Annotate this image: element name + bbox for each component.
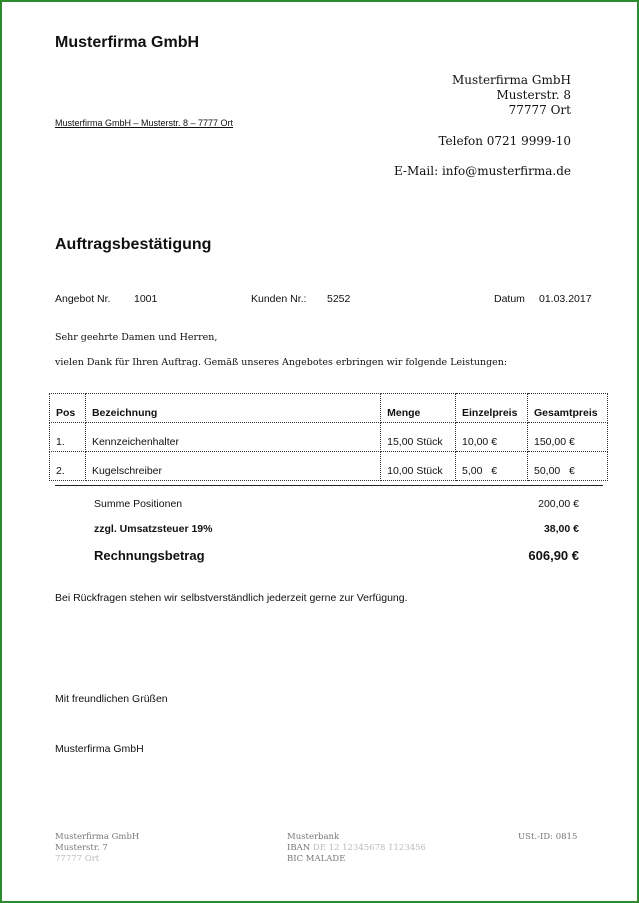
footer-company-name: Musterfirma GmbH	[55, 832, 140, 842]
table-row	[50, 423, 608, 452]
cell-total-price: 150,00 €	[527, 423, 607, 452]
column-header-pos: Pos	[50, 394, 86, 423]
sender-street: Musterstr. 8	[496, 88, 571, 102]
table-header-row	[50, 394, 608, 423]
closing-note: Bei Rückfragen stehen wir selbstverständlich jederzeit gerne zur Verfügung.	[55, 592, 408, 604]
intro-text: vielen Dank für Ihren Auftrag. Gemäß unseres Angebotes erbringen wir folgende Leistungen:	[55, 357, 508, 368]
footer-iban-label: IBAN	[287, 843, 311, 853]
greeting: Sehr geehrte Damen und Herren,	[55, 332, 218, 343]
company-header: Musterfirma GmbH	[55, 34, 200, 51]
column-header-total-price: Gesamtpreis	[527, 394, 607, 423]
date-value: 01.03.2017	[539, 293, 592, 305]
cell-pos: 1.	[50, 423, 86, 452]
subtotal-value: 200,00 €	[538, 498, 579, 510]
sender-city: 77777 Ort	[508, 103, 571, 117]
customer-number-label: Kunden Nr.:	[251, 293, 307, 305]
column-header-description: Bezeichnung	[85, 394, 380, 423]
offer-number-value: 1001	[134, 293, 158, 305]
cell-total-price: 50,00 €	[527, 452, 607, 481]
cell-pos: 2.	[50, 452, 86, 481]
footer-iban	[287, 843, 426, 854]
tax-value: 38,00 €	[543, 523, 579, 535]
tax-row	[94, 523, 579, 535]
column-header-unit-price: Einzelpreis	[456, 394, 528, 423]
total-row	[94, 548, 579, 563]
cell-description: Kennzeichenhalter	[85, 423, 380, 452]
footer-company-street: Musterstr. 7	[55, 843, 108, 853]
totals-divider	[55, 485, 603, 486]
sender-email: E-Mail: info@musterfirma.de	[393, 164, 571, 178]
sender-phone: Telefon 0721 9999-10	[438, 134, 571, 148]
sender-name: Musterfirma GmbH	[451, 73, 571, 87]
cell-quantity: 15,00 Stück	[381, 423, 456, 452]
footer-bank-name: Musterbank	[287, 832, 340, 842]
column-header-quantity: Menge	[381, 394, 456, 423]
total-value: 606,90 €	[528, 548, 579, 563]
footer-company	[55, 832, 139, 865]
footer-bank	[287, 832, 426, 865]
tax-label: zzgl. Umsatzsteuer 19%	[94, 523, 213, 535]
date-label: Datum	[494, 293, 525, 305]
document-title: Auftragsbestätigung	[55, 236, 212, 253]
return-address-line: Musterfirma GmbH – Musterstr. 8 – 7777 Ort	[55, 118, 234, 128]
signature: Musterfirma GmbH	[55, 743, 144, 755]
footer-iban-value: DE 12 12345678 1123456	[312, 843, 426, 853]
cell-unit-price: 10,00 €	[456, 423, 528, 452]
subtotal-row	[94, 498, 579, 510]
sender-address	[452, 73, 571, 118]
offer-number-label: Angebot Nr.	[55, 293, 111, 305]
total-label: Rechnungsbetrag	[94, 548, 205, 563]
footer-bic: BIC MALADE	[287, 854, 346, 864]
footer-company-city: 77777 Ort	[55, 854, 100, 864]
regards: Mit freundlichen Grüßen	[55, 693, 168, 705]
cell-description: Kugelschreiber	[85, 452, 380, 481]
cell-unit-price: 5,00 €	[456, 452, 528, 481]
subtotal-label: Summe Positionen	[94, 498, 183, 510]
table-row	[50, 452, 608, 481]
items-table	[49, 393, 608, 481]
footer-tax-id: USt.-ID: 0815	[518, 832, 578, 842]
cell-quantity: 10,00 Stück	[381, 452, 456, 481]
customer-number-value: 5252	[327, 293, 351, 305]
